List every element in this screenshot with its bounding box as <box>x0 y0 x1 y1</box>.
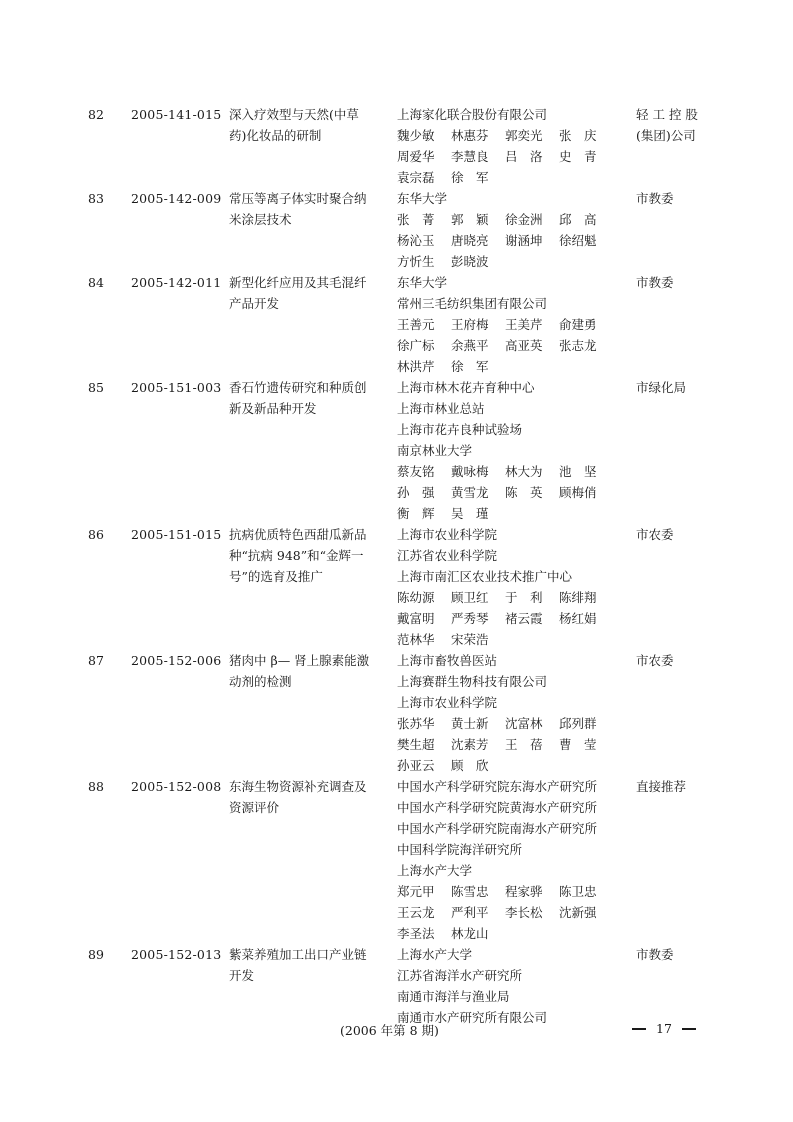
entry-title <box>229 776 385 818</box>
award-entry <box>0 776 793 944</box>
person-name: 杨沁玉 <box>397 233 435 248</box>
entry-title-line: 东海生物资源补充调查及 <box>229 779 367 794</box>
unit-name: 上海家化联合股份有限公司 <box>397 107 548 122</box>
recommender-line: 市绿化局 <box>636 380 687 395</box>
people-row <box>397 251 627 272</box>
person-name: 顾卫红 <box>451 590 489 605</box>
person-name: 樊生超 <box>397 737 435 752</box>
people-row <box>397 881 627 902</box>
people-row <box>397 713 627 734</box>
person-name: 俞建勇 <box>559 317 597 332</box>
recommender-line: 直接推荐 <box>636 779 687 794</box>
unit-name: 东华大学 <box>397 191 448 206</box>
person-name: 林龙山 <box>451 926 489 941</box>
unit-name: 上海市林木花卉育种中心 <box>397 380 535 395</box>
people-row <box>397 461 627 482</box>
person-name: 王美芹 <box>505 317 543 332</box>
person-name: 黄雪龙 <box>451 485 489 500</box>
entry-number: 86 <box>88 527 104 542</box>
person-name: 陈绯翔 <box>559 590 597 605</box>
people-row <box>397 608 627 629</box>
entry-code: 2005-152-006 <box>131 653 222 668</box>
entry-title-line: 香石竹遗传研究和种质创 <box>229 380 367 395</box>
person-name: 程家骅 <box>505 884 543 899</box>
person-name: 林惠芬 <box>451 128 489 143</box>
unit-name: 上海市农业科学院 <box>397 695 498 710</box>
person-name: 林大为 <box>505 464 543 479</box>
entry-number: 84 <box>88 275 104 290</box>
award-entry <box>0 272 793 377</box>
person-name: 邱 高 <box>559 212 597 227</box>
entry-code: 2005-152-013 <box>131 947 222 962</box>
person-name: 杨红娟 <box>559 611 597 626</box>
entry-people <box>397 125 627 188</box>
unit-name: 上海赛群生物科技有限公司 <box>397 674 548 689</box>
person-name: 于 利 <box>505 590 543 605</box>
entry-title-line: 抗病优质特色西甜瓜新品 <box>229 527 367 542</box>
recommender-line: 市教委 <box>636 947 674 962</box>
person-name: 郑元甲 <box>397 884 435 899</box>
page-number-block <box>632 1021 696 1036</box>
page-number: 17 <box>656 1021 672 1036</box>
people-row <box>397 923 627 944</box>
entry-title-line: 资源评价 <box>229 800 280 815</box>
entry-units <box>397 377 627 524</box>
person-name: 唐晓亮 <box>451 233 489 248</box>
entry-title-line: 产品开发 <box>229 296 280 311</box>
entry-title <box>229 650 385 692</box>
person-name: 徐金洲 <box>505 212 543 227</box>
entry-units <box>397 776 627 944</box>
entry-people <box>397 881 627 944</box>
entry-title-line: 新及新品种开发 <box>229 401 317 416</box>
award-entry <box>0 104 793 188</box>
person-name: 张 菁 <box>397 212 435 227</box>
person-name: 郭 颖 <box>451 212 489 227</box>
entry-title-line: 深入疗效型与天然(中草 <box>229 107 359 122</box>
people-row <box>397 587 627 608</box>
dash-left <box>632 1028 646 1030</box>
person-name: 孙亚云 <box>397 758 435 773</box>
person-name: 顾 欣 <box>451 758 489 773</box>
recommender-line: 市教委 <box>636 191 674 206</box>
person-name: 徐 军 <box>451 359 489 374</box>
person-name: 沈素芳 <box>451 737 489 752</box>
entry-recommender <box>636 188 706 209</box>
entry-title <box>229 188 385 230</box>
person-name: 周爱华 <box>397 149 435 164</box>
unit-name: 中国水产科学研究院南海水产研究所 <box>397 821 598 836</box>
entry-code: 2005-152-008 <box>131 779 222 794</box>
unit-name: 上海市农业科学院 <box>397 527 498 542</box>
issue-label: (2006 年第 8 期) <box>340 1023 439 1038</box>
entry-title <box>229 524 385 587</box>
entry-recommender <box>636 377 706 398</box>
entry-units <box>397 524 627 650</box>
people-row <box>397 356 627 377</box>
entry-number: 85 <box>88 380 104 395</box>
award-entry <box>0 524 793 650</box>
people-row <box>397 629 627 650</box>
people-row <box>397 209 627 230</box>
entry-people <box>397 461 627 524</box>
entry-code: 2005-141-015 <box>131 107 222 122</box>
person-name: 徐 军 <box>451 170 489 185</box>
person-name: 严秀琴 <box>451 611 489 626</box>
unit-name: 上海市林业总站 <box>397 401 485 416</box>
person-name: 曹 莹 <box>559 737 597 752</box>
entry-number: 82 <box>88 107 104 122</box>
entry-code: 2005-151-015 <box>131 527 222 542</box>
entry-recommender <box>636 272 706 293</box>
person-name: 陈 英 <box>505 485 543 500</box>
person-name: 高亚英 <box>505 338 543 353</box>
recommender-line: 市农委 <box>636 527 674 542</box>
unit-name: 中国水产科学研究院黄海水产研究所 <box>397 800 598 815</box>
person-name: 李长松 <box>505 905 543 920</box>
person-name: 吕 洛 <box>505 149 543 164</box>
entry-people <box>397 587 627 650</box>
person-name: 衡 辉 <box>397 506 435 521</box>
person-name: 张苏华 <box>397 716 435 731</box>
entry-title-line: 新型化纤应用及其毛混纤 <box>229 275 367 290</box>
person-name: 王云龙 <box>397 905 435 920</box>
entry-number: 87 <box>88 653 104 668</box>
person-name: 陈雪忠 <box>451 884 489 899</box>
person-name: 孙 强 <box>397 485 435 500</box>
entry-code: 2005-151-003 <box>131 380 222 395</box>
people-row <box>397 335 627 356</box>
person-name: 吴 瑾 <box>451 506 489 521</box>
entry-title-line: 米涂层技术 <box>229 212 292 227</box>
entry-number: 83 <box>88 191 104 206</box>
entry-title-line: 常压等离子体实时聚合纳 <box>229 191 367 206</box>
entry-recommender <box>636 776 706 797</box>
people-row <box>397 230 627 251</box>
person-name: 严利平 <box>451 905 489 920</box>
unit-name: 南通市水产研究所有限公司 <box>397 1010 548 1025</box>
unit-name: 上海水产大学 <box>397 947 473 962</box>
recommender-line: (集团)公司 <box>636 128 696 143</box>
people-row <box>397 902 627 923</box>
entry-people <box>397 314 627 377</box>
person-name: 池 坚 <box>559 464 597 479</box>
unit-name: 上海市畜牧兽医站 <box>397 653 498 668</box>
person-name: 戴咏梅 <box>451 464 489 479</box>
people-row <box>397 146 627 167</box>
unit-name: 常州三毛纺织集团有限公司 <box>397 296 548 311</box>
person-name: 张 庆 <box>559 128 597 143</box>
unit-name: 中国水产科学研究院东海水产研究所 <box>397 779 598 794</box>
person-name: 魏少敏 <box>397 128 435 143</box>
entry-title-line: 紫菜养殖加工出口产业链 <box>229 947 367 962</box>
entry-title-line: 药)化妆品的研制 <box>229 128 322 143</box>
person-name: 沈新强 <box>559 905 597 920</box>
person-name: 李慧良 <box>451 149 489 164</box>
entry-code: 2005-142-009 <box>131 191 222 206</box>
person-name: 袁宗磊 <box>397 170 435 185</box>
people-row <box>397 167 627 188</box>
entry-title <box>229 272 385 314</box>
entry-people <box>397 209 627 272</box>
recommender-line: 市农委 <box>636 653 674 668</box>
entry-recommender <box>636 524 706 545</box>
entry-recommender <box>636 944 706 965</box>
unit-name: 上海市南汇区农业技术推广中心 <box>397 569 573 584</box>
entry-title <box>229 104 385 146</box>
entry-units <box>397 188 627 272</box>
person-name: 史 青 <box>559 149 597 164</box>
unit-name: 江苏省海洋水产研究所 <box>397 968 523 983</box>
person-name: 范林华 <box>397 632 435 647</box>
entry-units <box>397 944 627 1028</box>
person-name: 戴富明 <box>397 611 435 626</box>
recommender-line: 市教委 <box>636 275 674 290</box>
person-name: 谢涵坤 <box>505 233 543 248</box>
entry-title <box>229 944 385 986</box>
person-name: 蔡友铭 <box>397 464 435 479</box>
entry-title <box>229 377 385 419</box>
entry-title-line: 动剂的检测 <box>229 674 292 689</box>
person-name: 张志龙 <box>559 338 597 353</box>
person-name: 黄士新 <box>451 716 489 731</box>
unit-name: 中国科学院海洋研究所 <box>397 842 523 857</box>
person-name: 宋荣浩 <box>451 632 489 647</box>
recommender-line: 轻 工 控 股 <box>636 107 698 122</box>
entry-units <box>397 272 627 377</box>
person-name: 王善元 <box>397 317 435 332</box>
entry-recommender <box>636 104 706 146</box>
award-entry <box>0 377 793 524</box>
people-row <box>397 482 627 503</box>
entry-title-line: 种“抗病 948”和“金辉一 <box>229 548 364 563</box>
person-name: 李圣法 <box>397 926 435 941</box>
person-name: 郭奕光 <box>505 128 543 143</box>
entry-code: 2005-142-011 <box>131 275 222 290</box>
person-name: 余燕平 <box>451 338 489 353</box>
dash-right <box>682 1028 696 1030</box>
unit-name: 上海市花卉良种试验场 <box>397 422 523 437</box>
person-name: 徐绍魁 <box>559 233 597 248</box>
person-name: 王 蓓 <box>505 737 543 752</box>
entry-people <box>397 713 627 776</box>
unit-name: 南京林业大学 <box>397 443 473 458</box>
people-row <box>397 503 627 524</box>
person-name: 徐广标 <box>397 338 435 353</box>
unit-name: 南通市海洋与渔业局 <box>397 989 510 1004</box>
entry-recommender <box>636 650 706 671</box>
entry-units <box>397 650 627 776</box>
entry-title-line: 号”的选育及推广 <box>229 569 323 584</box>
person-name: 方忻生 <box>397 254 435 269</box>
people-row <box>397 734 627 755</box>
unit-name: 江苏省农业科学院 <box>397 548 498 563</box>
entry-number: 89 <box>88 947 104 962</box>
person-name: 陈幼源 <box>397 590 435 605</box>
award-entry <box>0 944 793 1028</box>
person-name: 林洪芹 <box>397 359 435 374</box>
people-row <box>397 755 627 776</box>
person-name: 彭晓波 <box>451 254 489 269</box>
unit-name: 上海水产大学 <box>397 863 473 878</box>
entry-units <box>397 104 627 188</box>
award-entry <box>0 650 793 776</box>
person-name: 褚云霞 <box>505 611 543 626</box>
person-name: 陈卫忠 <box>559 884 597 899</box>
entry-title-line: 开发 <box>229 968 255 983</box>
person-name: 邱列群 <box>559 716 597 731</box>
people-row <box>397 314 627 335</box>
entry-number: 88 <box>88 779 104 794</box>
person-name: 顾梅俏 <box>559 485 597 500</box>
person-name: 王府梅 <box>451 317 489 332</box>
award-entry <box>0 188 793 272</box>
person-name: 沈富林 <box>505 716 543 731</box>
entry-title-line: 猪肉中 β— 肾上腺素能激 <box>229 653 370 668</box>
people-row <box>397 125 627 146</box>
unit-name: 东华大学 <box>397 275 448 290</box>
